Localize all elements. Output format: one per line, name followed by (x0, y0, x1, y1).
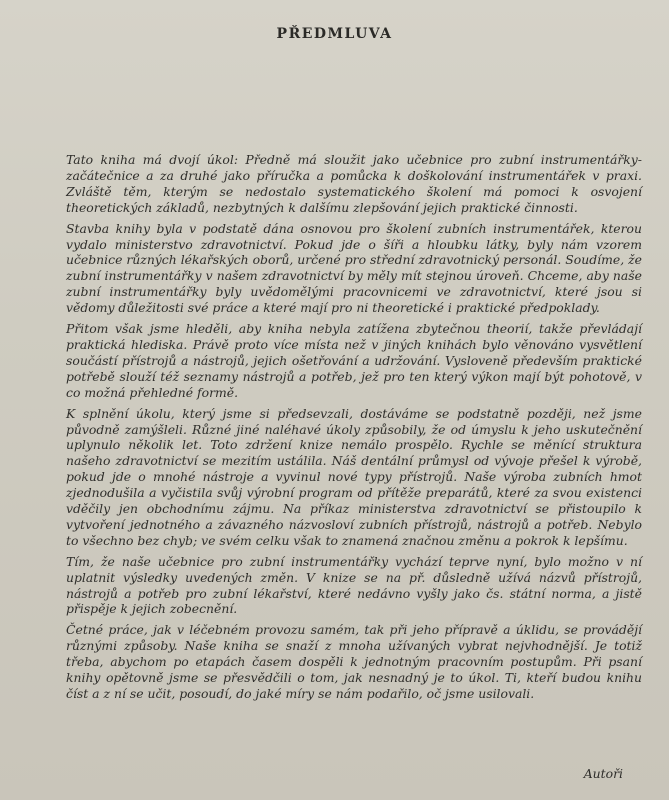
paragraph-4: K splnění úkolu, který jsme si předsevzali, dostáváme se podstatně později, než jsme původně zamýšleli. Různé jiné naléhavé úkoly způsobily, že od úmyslu k jeho uskutečnění uplynulo několik let. Toto zdržení knize nemálo prospělo. Rychle se měnící struktura našeho zdravotnictví se mezitím ustálila. Náš dentální průmysl od vývoje přešel k výrobě, pokud jde o mnohé nástroje a vyvinul nové typy přístrojů. Naše výroba zubních hmot zjednodušila a vyčistila svůj výrobní program od přítěže preparátů, které za svou existenci vděčily jen obchodnímu zájmu. Na příkaz ministerstva zdravotnictví se přistoupilo k vytvoření jednotného a závazného názvosloví zubních přístrojů, nástrojů a potřeb. Nebylo to všechno bez chyb; ve svém celku však to znamená značnou změnu a pokrok k lepšímu. (66, 405, 642, 548)
paragraph-3: Přitom však jsme hleděli, aby kniha nebyla zatížena zbytečnou theorií, takže převládají praktická hlediska. Právě proto více místa než v jiných knihách bylo věnováno vysvětlení součástí přístrojů a nástrojů, jejich ošetřování a udržování. Vysloveně především praktické potřebě slouží též seznamy nástrojů a potřeb, jež pro ten který výkon mají být pohotově, v co možná přehledné formě. (66, 321, 642, 400)
paragraph-2: Stavba knihy byla v podstatě dána osnovou pro školení zubních instrumentářek, kterou vydalo ministerstvo zdravotnictví. Pokud jde o šíři a hloubku látky, byly nám vzorem učebnice různých lékařských oborů, určené pro střední zdravotnický personál. Soudíme, že zubní instrumentářky v našem zdravotnictví by měly mít stejnou úroveň. Chceme, aby naše zubní instrumentářky byly uvědomělými pracovnicemi ve zdravotnictví, které jsou si vědomy důležitosti své práce a které mají pro ni theoretické i praktické předpoklady. (66, 220, 642, 316)
paragraph-5: Tím, že naše učebnice pro zubní instrumentářky vychází teprve nyní, bylo možno v ní uplatnit výsledky uvedených změn. V knize se na př. důsledně užívá názvů přístrojů, nástrojů a potřeb pro zubní lékařství, které nedávno vyšly jako čs. státní norma, a jistě přispěje k jejich zobecnění. (66, 553, 642, 617)
preface-body (66, 152, 642, 707)
paragraph-1: Tato kniha má dvojí úkol: Předně má sloužit jako učebnice pro zubní instrumentářky-začátečnice a za druhé jako příručka a pomůcka k doškolování instrumentářek v praxi. Zvláště těm, kterým se nedostalo systematického školení má pomoci k osvojení theoretických základů, nezbytných k dalšímu zlepšování jejich praktické činnosti. (66, 152, 642, 215)
signature: Autoři (583, 766, 623, 781)
page-title: PŘEDMLUVA (276, 26, 393, 42)
paragraph-6: Četné práce, jak v léčebném provozu samém, tak při jeho přípravě a úklidu, se provádějí různými způsoby. Naše kniha se snaží z mnoha užívaných vybrat nejvhodnější. Je totiž třeba, abychom po etapách časem dospěli k jednotným pracovním postupům. Při psaní knihy opětovně jsme se přesvědčili o tom, jak nesnadný je to úkol. Ti, kteří budou knihu číst a z ní se učit, posoudí, do jaké míry se nám podařilo, oč jsme usilovali. (66, 622, 642, 701)
